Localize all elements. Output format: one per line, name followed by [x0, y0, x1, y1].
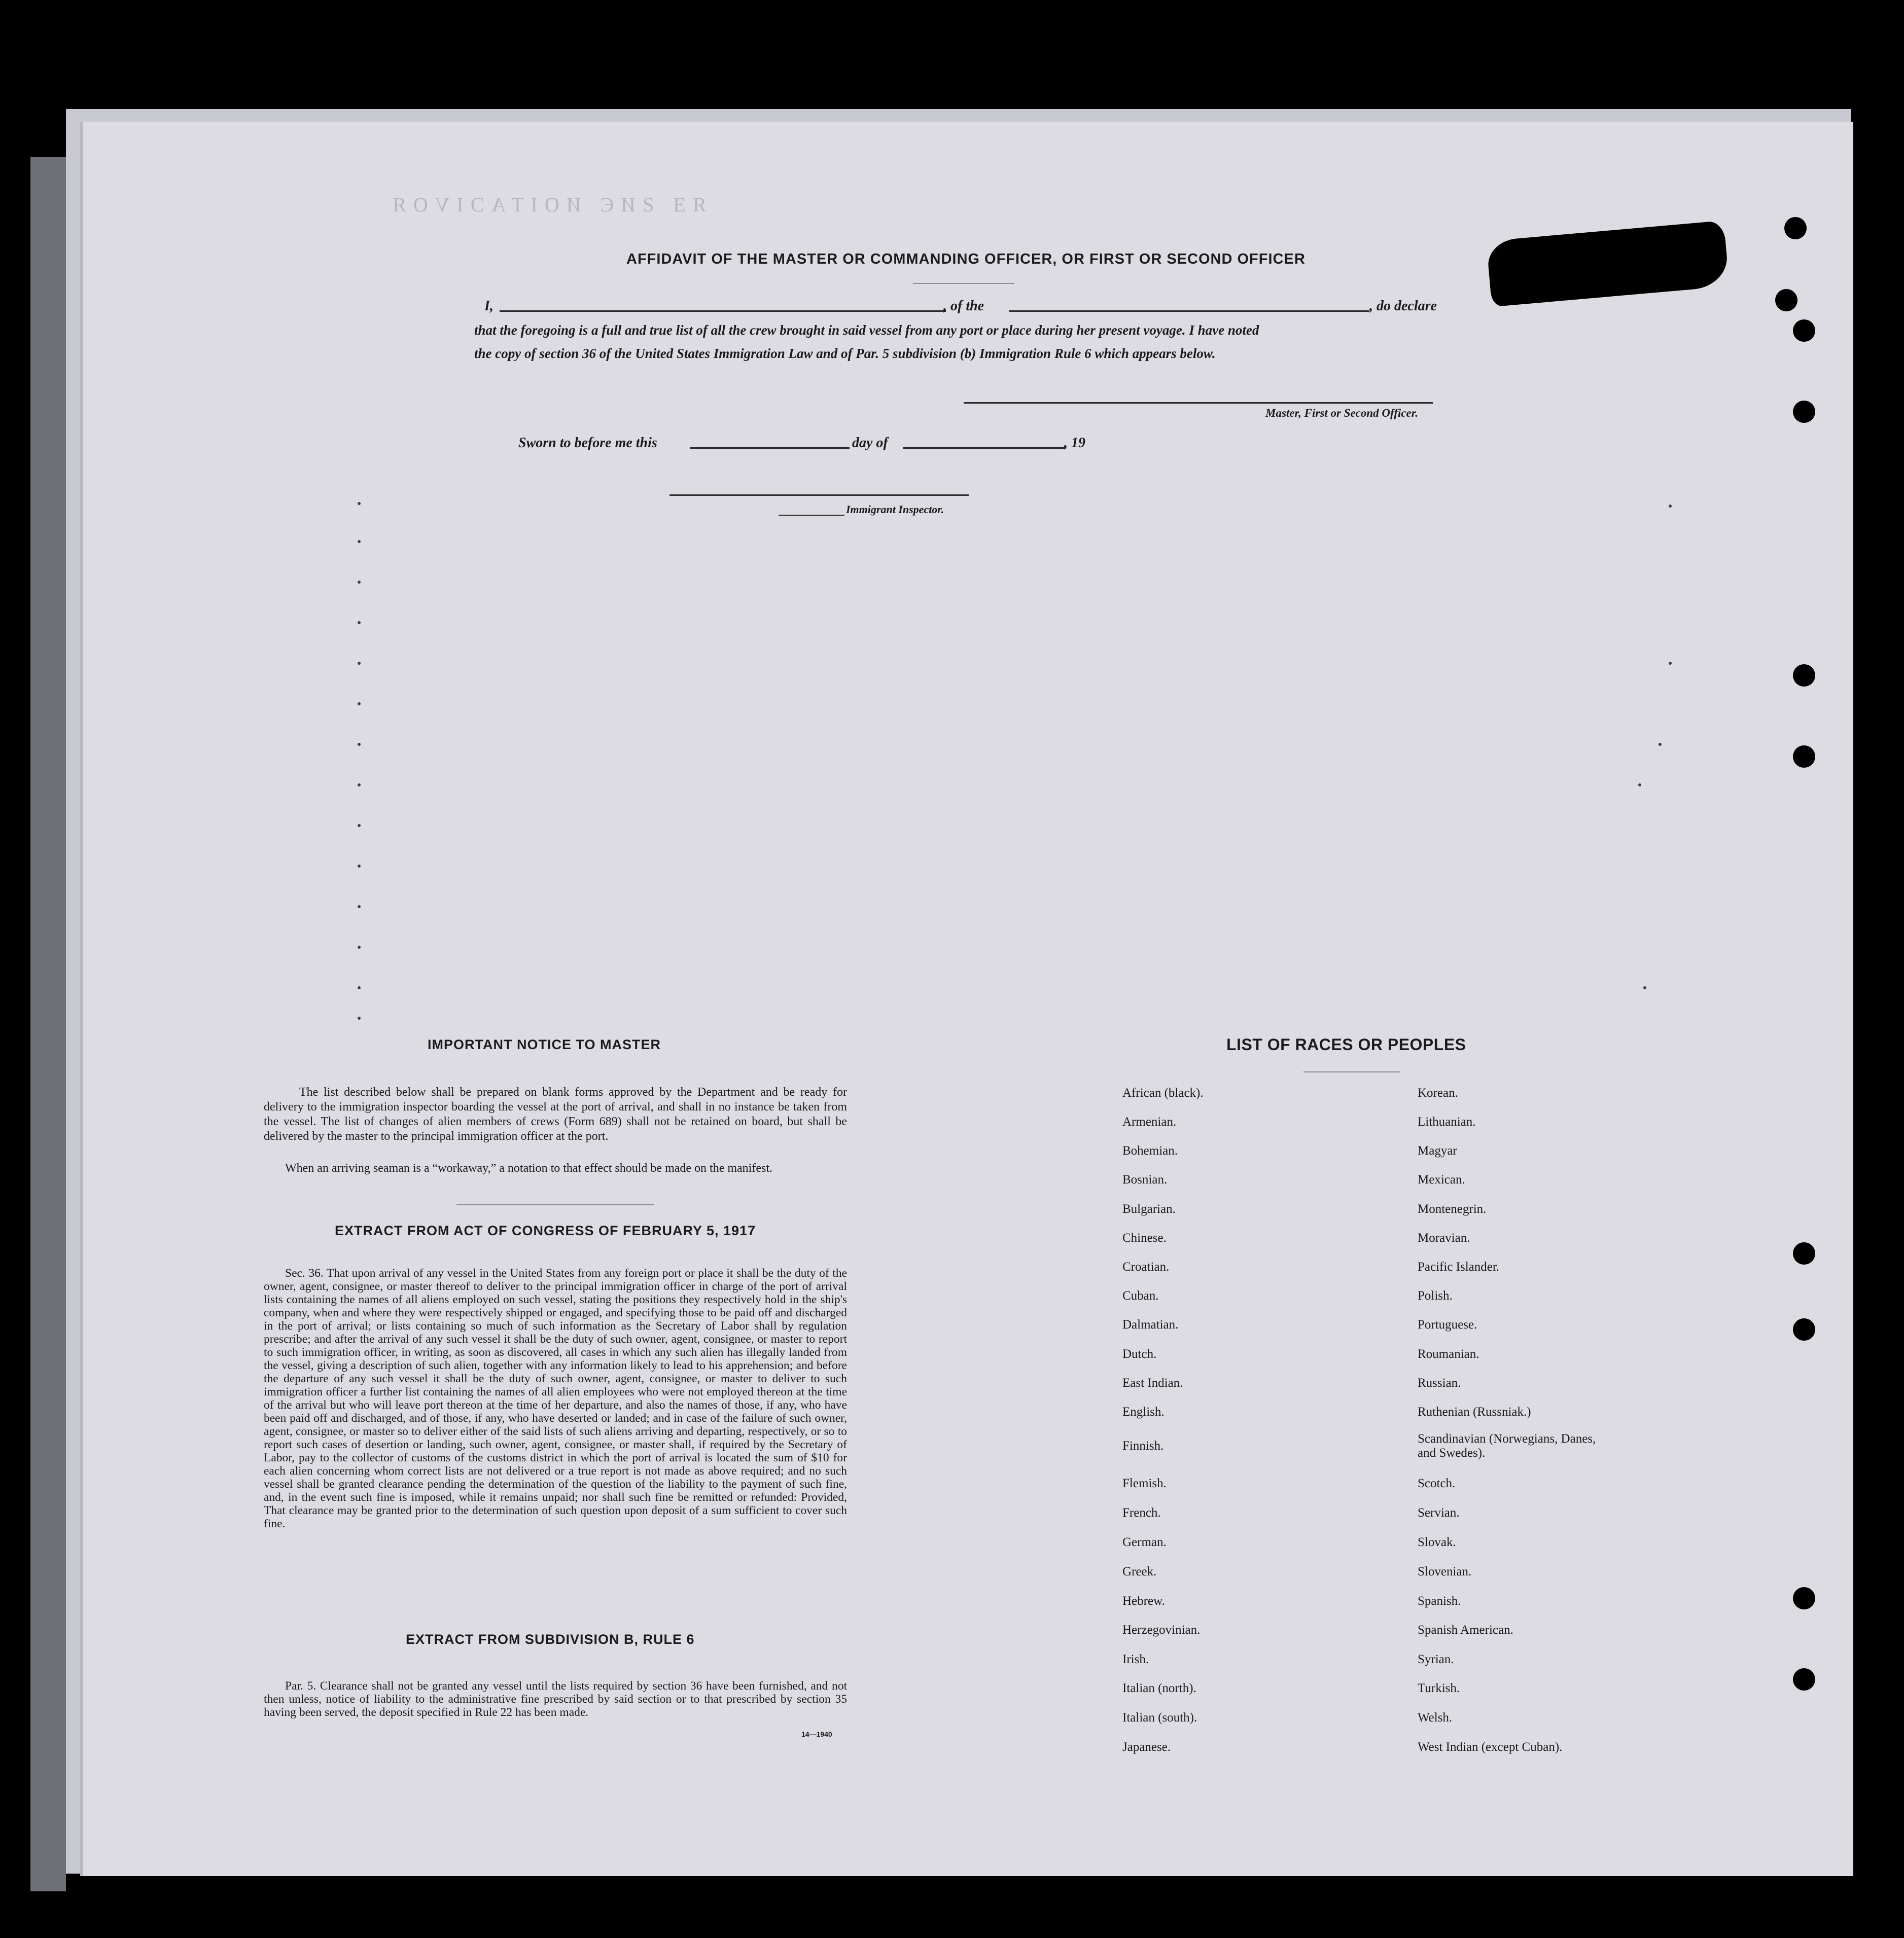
affidavit-title: AFFIDAVIT OF THE MASTER OR COMMANDING OFFICER, OR FIRST OR SECOND OFFICER: [626, 251, 1306, 267]
race-left: Irish.: [1122, 1653, 1149, 1666]
race-left: Chinese.: [1122, 1231, 1167, 1245]
grid-mark: [358, 540, 361, 543]
grid-mark: [358, 581, 361, 584]
vessel-name-field[interactable]: [1009, 310, 1369, 312]
sworn-month-field[interactable]: [903, 447, 1065, 449]
declaration-of-the: , of the: [943, 298, 984, 314]
punch-hole: [1784, 217, 1807, 239]
race-left: African (black).: [1122, 1086, 1204, 1100]
race-right: Lithuanian.: [1418, 1115, 1476, 1129]
grid-mark: [358, 865, 361, 868]
race-right: Welsh.: [1418, 1711, 1453, 1725]
race-left: Herzegovinian.: [1122, 1623, 1201, 1637]
race-left: Bosnian.: [1122, 1173, 1168, 1187]
divider: [913, 283, 1014, 284]
punch-hole: [1793, 664, 1815, 687]
race-right: Pacific Islander.: [1418, 1260, 1500, 1274]
declaration-line-3: the copy of section 36 of the United States Immigration Law and of Par. 5 subdivision (b) Immigration Rule 6 which appears below.: [474, 346, 1216, 361]
grid-mark: [358, 502, 361, 505]
race-right: Mexican.: [1418, 1173, 1465, 1187]
race-right: Scandinavian (Norwegians, Danes, and Swedes).: [1418, 1432, 1596, 1460]
race-right: Syrian.: [1418, 1653, 1454, 1666]
punch-hole: [1793, 1242, 1815, 1265]
race-left: Bohemian.: [1122, 1144, 1178, 1158]
race-left: Bulgarian.: [1122, 1202, 1176, 1216]
notice-title: IMPORTANT NOTICE TO MASTER: [428, 1037, 661, 1052]
act-extract-body: Sec. 36. That upon arrival of any vessel in the United States from any foreign port or place it shall be the duty of the owner, agent, consignee, or master thereof to deliver to the principal immigration officer in charge of the port of arrival lists containing the names of all aliens employed on such vessel, stating the positions they respectively hold in the ship's company, when and where they were respectively shipped or engaged, and specifying those to be paid off and discharged in the port of arrival; or lists containing so much of such information as the Secretary of Labor shall by regulation prescribe; and after the arrival of any such vessel it shall be the duty of such owner, agent, consignee, or master to report to such immigration officer, in writing, as soon as discovered, all cases in which any such alien has illegally landed from the vessel, giving a description of such alien, together with any information likely to lead to his apprehension; and before the departure of any such vessel it shall be the duty of such owner, agent, consignee, or master to deliver to such immigration officer a further list containing the names of all alien employees who were not employed thereon at the time of the arrival but who will leave port thereon at the time of her departure, and also the names of those, if any, who have been paid off and discharged, and of those, if any, who have deserted or landed; and in case of the failure of such owner, agent, consignee, or master so to deliver either of the said lists of such aliens arriving and departing, respectively, or so to report such cases of desertion or landing, such owner, agent, consignee, or master shall, if required by the Secretary of Labor, pay to the collector of customs of the customs district in which the port of arrival is located the sum of $10 for each alien concerning whom correct lists are not delivered or a true report is not made as above required; and no such vessel shall be granted clearance pending the determination of the question of the liability to the payment of such fine, and, in the event such fine is imposed, while it remains unpaid; nor shall such fine be remitted or refunded: Provided, That clearance may be granted prior to the determination of such question upon deposit of a sum sufficient to cover such fine.: [264, 1267, 847, 1530]
race-left: Dutch.: [1122, 1347, 1157, 1361]
race-right: Montenegrin.: [1418, 1202, 1487, 1216]
grid-mark: [358, 824, 361, 827]
race-left: Japanese.: [1122, 1740, 1171, 1754]
inspector-label: Immigrant Inspector.: [846, 503, 944, 516]
grid-mark: [1659, 743, 1662, 746]
race-left: Italian (north).: [1122, 1681, 1196, 1695]
form-number: 14—1940: [801, 1730, 832, 1738]
declaration-line-2: that the foregoing is a full and true list of all the crew brought in said vessel from any port or place during her present voyage. I have noted: [474, 322, 1259, 338]
grid-mark: [1643, 986, 1646, 989]
declaration-end: , do declare: [1369, 298, 1437, 314]
grid-mark: [358, 662, 361, 665]
document-sheet: [80, 122, 1853, 1876]
race-left: French.: [1122, 1506, 1161, 1520]
grid-mark: [1669, 662, 1672, 665]
race-right: Ruthenian (Russniak.): [1418, 1405, 1531, 1419]
grid-mark: [358, 702, 361, 705]
punch-hole: [1793, 1587, 1815, 1609]
grid-mark: [358, 905, 361, 908]
race-left: East Indian.: [1122, 1376, 1183, 1390]
grid-mark: [1669, 505, 1672, 508]
race-left: Armenian.: [1122, 1115, 1177, 1129]
race-right: Polish.: [1418, 1289, 1453, 1303]
grid-mark: [1638, 783, 1641, 786]
race-right: Magyar: [1418, 1144, 1457, 1158]
rule-extract-body: Par. 5. Clearance shall not be granted any vessel until the lists required by section 36 have been furnished, and not then unless, notice of liability to the administrative fine prescribed by said section or to that prescribed by section 35 having been served, the deposit specified in Rule 22 has been made.: [264, 1679, 847, 1719]
master-signature-label: Master, First or Second Officer.: [1265, 407, 1419, 419]
inspector-signature-line[interactable]: [669, 494, 969, 496]
race-left: Croatian.: [1122, 1260, 1170, 1274]
punch-hole: [1793, 401, 1815, 423]
grid-mark: [358, 986, 361, 989]
divider: [456, 1204, 654, 1205]
race-right: West Indian (except Cuban).: [1418, 1740, 1563, 1754]
punch-hole: [1775, 289, 1797, 311]
race-right: Spanish.: [1418, 1594, 1461, 1608]
race-right: Russian.: [1418, 1376, 1461, 1390]
sworn-day-field[interactable]: [690, 447, 850, 449]
punch-hole: [1793, 1318, 1815, 1341]
race-right: Spanish American.: [1418, 1623, 1513, 1637]
race-right: Slovenian.: [1418, 1565, 1472, 1578]
race-left: Greek.: [1122, 1565, 1157, 1578]
act-extract-title: EXTRACT FROM ACT OF CONGRESS OF FEBRUARY 5, 1917: [335, 1223, 756, 1238]
notice-paragraph-1: The list described below shall be prepared on blank forms approved by the Department and be ready for delivery to the immigration inspector boarding the vessel at the port of arrival, and shall in no instance be taken from the vessel. The list of changes of alien members of crews (Form 689) shall not be retained on board, but shall be delivered by the master to the principal immigration officer at the port.: [264, 1086, 847, 1143]
sworn-label: Sworn to before me this: [518, 435, 657, 451]
underlying-page-edge: [30, 157, 66, 1891]
race-right: Slovak.: [1418, 1535, 1456, 1549]
grid-mark: [358, 1017, 361, 1020]
race-right: Turkish.: [1418, 1681, 1460, 1695]
race-left: Finnish.: [1122, 1439, 1164, 1453]
race-left: Dalmatian.: [1122, 1318, 1179, 1332]
races-title: LIST OF RACES OR PEOPLES: [1226, 1035, 1466, 1054]
race-right: Roumanian.: [1418, 1347, 1479, 1361]
grid-mark: [358, 621, 361, 624]
punch-hole: [1793, 745, 1815, 768]
race-right: Servian.: [1418, 1506, 1460, 1520]
race-left: Flemish.: [1122, 1477, 1167, 1490]
day-of-label: day of: [852, 435, 888, 451]
grid-mark: [358, 743, 361, 746]
rule-extract-title: EXTRACT FROM SUBDIVISION B, RULE 6: [406, 1632, 695, 1647]
grid-mark: [358, 946, 361, 949]
punch-hole: [1793, 319, 1815, 342]
master-name-field[interactable]: [500, 310, 946, 312]
divider: [1303, 1071, 1400, 1072]
race-left: English.: [1122, 1405, 1165, 1419]
race-right: Korean.: [1418, 1086, 1458, 1100]
race-left: German.: [1122, 1535, 1167, 1549]
race-left: Hebrew.: [1122, 1594, 1165, 1608]
race-right: Moravian.: [1418, 1231, 1470, 1245]
master-signature-line[interactable]: [964, 402, 1433, 404]
grid-mark: [358, 783, 361, 786]
bleed-through-text: ЯƎ ƧИЄ ИОITAƆIVOЯ: [385, 193, 707, 216]
inspector-short-line: [779, 515, 844, 516]
race-left: Cuban.: [1122, 1289, 1159, 1303]
notice-paragraph-2: When an arriving seaman is a “workaway,” a notation to that effect should be made on the manifest.: [285, 1162, 772, 1175]
declaration-i: I,: [484, 298, 493, 314]
race-right: Portuguese.: [1418, 1318, 1477, 1332]
race-left: Italian (south).: [1122, 1711, 1197, 1725]
punch-hole: [1793, 1668, 1815, 1691]
race-right: Scotch.: [1418, 1477, 1456, 1490]
year-label: , 19: [1064, 435, 1085, 451]
